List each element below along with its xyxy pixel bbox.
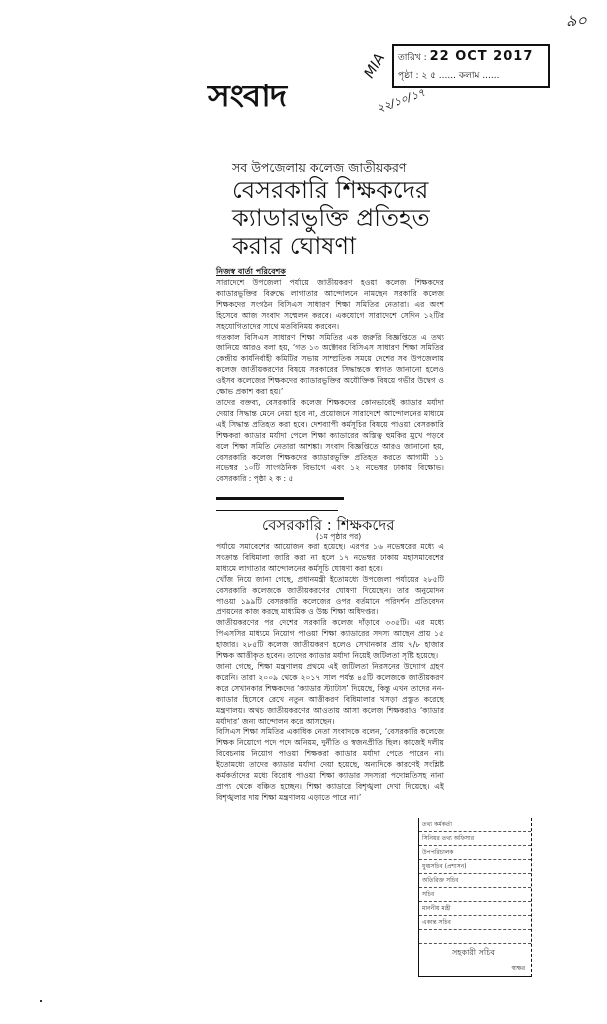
continuation-subtitle: (১ম পৃষ্ঠার পর) [316,532,362,541]
stamp-page: ২ ৫ [421,71,436,81]
handwritten-initials: MIA [361,50,389,82]
article-headline [232,176,522,260]
continuation-body [216,542,444,804]
form-row: মাননীয় মন্ত্রী [419,902,531,916]
form-row: সিনিয়র তথ্য অফিসার [419,832,531,846]
stamp-column-label: কলাম [458,71,480,81]
headline-line: করার ঘোষণা [232,232,357,260]
form-row [419,930,531,944]
paragraph: সারাদেশে উপজেলা পর্যায়ে জাতীয়করণ হওয়া কলেজ শিক্ষকদের ক্যাডারভুক্তির বিরুদ্ধে লাগাতার আন্দোলনে নামছেন সরকারি কলেজ শিক্ষকদের সংগঠন বিসিএস সাধারণ শিক্ষা সমিতির নেতারা। এর অংশ হিসেবে আজ সংবাদ সম্মেলন করবে। একযোগে সারাদেশে সেদিন ১২টির সহযোগিতাদের সাথে মতবিনিময় করবেন। [216,278,444,331]
paragraph: জানা গেছে, শিক্ষা মন্ত্রণালয় প্রথমে এই জটিলতা নিরসনের উদ্যোগ গ্রহণ করেনি। তারা ২০০৯ থেকে ২০১৭ সাল পর্যন্ত ৪৫টি কলেজকে জাতীয়করণ করে সেখানকার শিক্ষকদের ‘ক্যাডার স্ট্যাটাস’ দিয়েছে, কিন্তু এখন তাদের নন-ক্যাডার হিসেবে রেখে নতুন আত্তীকরণ বিধিমালার খসড়া প্রস্তুত করেছে মন্ত্রণালয়। অথচ জাতীয়করণের আওতায় আসা কলেজ শিক্ষকরাও ‘ক্যাডার মর্যাদার’ জন্য আন্দোলন করে আসছেন। [216,661,444,726]
newspaper-masthead: সংবাদ [208,79,286,114]
routing-form [418,818,532,977]
byline: নিজস্ব বার্তা পরিবেশক [216,267,286,276]
stamp-date-label: তারিখ [398,53,421,63]
article-body [216,278,444,485]
divider [216,497,344,500]
form-row: সচিব [419,888,531,902]
stamp-date: 22 OCT 2017 [429,49,534,64]
handwritten-page-number: ৯০ [566,11,587,30]
headline-line: বেসরকারি শিক্ষকদের [232,176,429,204]
date-stamp: তারিখ : 22 OCT 2017 পৃষ্ঠা : ২ ৫ ...... কলাম ...... [392,44,550,88]
form-row: একান্ত সচিব [419,916,531,930]
handwritten-date: ২২/১০/১৭ [374,85,427,116]
form-footer: স্বাক্ষর [511,965,525,972]
form-signature-label: সহকারী সচিব [452,948,495,957]
continuation-title: বেসরকারি : শিক্ষকদের [262,516,395,534]
paragraph: গতকাল বিসিএস সাধারণ শিক্ষা সমিতির এক জরুরি বিজ্ঞপ্তিতে এ তথ্য জানিয়ে আরও বলা হয়, ‘গত ১৩ অক্টোবর বিসিএস সাধারণ শিক্ষা সমিতির কেন্দ্রীয় কার্যনির্বাহী কমিটির সভায় সাম্প্রতিক সময়ে দেশের সব উপজেলায় কলেজ জাতীয়করণের বিষয়ে সরকারের সিদ্ধান্তকে স্বাগত জানানো হলেও ওইসব কলেজের শিক্ষকদের ক্যাডারভুক্তির অযৌক্তিক বিষয়ে গভীর উদ্বেগ ও ক্ষোভ প্রকাশ করা হয়।’ [216,332,444,397]
scan-speck [40,1000,42,1002]
form-row: উপপরিচালক [419,846,531,860]
stamp-page-label: পৃষ্ঠা [398,71,413,81]
headline-line: ক্যাডারভুক্তি প্রতিহত [232,204,430,232]
article-kicker: সব উপজেলায় কলেজ জাতীয়করণ [232,160,407,175]
paragraph: তাদের বক্তব্য, বেসরকারি কলেজ শিক্ষকদের কোনভাবেই ক্যাডার মর্যাদা দেয়ার সিদ্ধান্ত মেনে নেয়া হবে না, প্রয়োজনে সারাদেশে আন্দোলনের মাধ্যমে এই সিদ্ধান্ত প্রতিহত করা হবে। দেশব্যাপী কর্মসূচির বিষয়ে পাওয়া বেসরকারি শিক্ষকরা ক্যাডার মর্যাদা পেলে শিক্ষা ক্যাডারের অস্তিত্ব হুমকির মুখে পড়বে বলে শিক্ষা সমিতি নেতারা আশঙ্কা। সংবাদ বিজ্ঞপ্তিতে আরও জানানো হয়, বেসরকারি কলেজ শিক্ষকদের ক্যাডারভুক্তি প্রতিহত করতে আগামী ১১ নভেম্বর ১০টি সাংগঠনিক বিভাগে এবং ১২ নভেম্বর ঢাকায় বিক্ষোভ। বেসরকারি : পৃষ্ঠা ২ ক : ৫ [216,397,444,484]
paragraph: বিসিএস শিক্ষা সমিতির একাধিক নেতা সংবাদকে বলেন, ‘বেসরকারি কলেজে শিক্ষক নিয়োগে পদে পদে অনিয়ম, দুর্নীতি ও স্বজনপ্রীতি ছিল। কাজেই দলীয় বিবেচনায় নিয়োগ পাওয়া শিক্ষকরা ক্যাডার মর্যাদা পেতে পারেন না। ইতোমধ্যে তাদের ক্যাডার মর্যাদা দেয়া হয়েছে, অন্যদিকে কারণেই সংশ্লিষ্ট কর্মকর্তাদের মধ্যে বিরোধ পাওয়া শিক্ষা ক্যাডার সদস্যরা পদোন্নতিসহ নানা প্রাপ্য থেকে বঞ্চিত হচ্ছেন। শিক্ষা ক্যাডারে বিশৃঙ্খলা দেখা দিয়েছে। এই বিশৃঙ্খলার দায় শিক্ষা মন্ত্রণালয় এড়াতে পারে না।’ [216,727,444,802]
form-row: তথ্য কর্মকর্তা [419,818,531,832]
form-row: অতিরিক্ত সচিব [419,874,531,888]
paragraph: জাতীয়করণের পর দেশের সরকারি কলেজ দাঁড়াবে ৩৩৫টি। এর মধ্যে পিএসসির মাধ্যমে নিয়োগ পাওয়া শিক্ষা ক্যাডারের সদস্য আছেন প্রায় ১৫ হাজার। ২৮৫টি কলেজ জাতীয়করণ হলেও সেখানকার প্রায় ৭/৮ হাজার শিক্ষক আত্তীকৃত হবেন। তাদের ক্যাডার মর্যাদা নিয়েই জটিলতা সৃষ্টি হয়েছে। [216,618,444,661]
form-row: যুগ্মসচিব (প্রশাসন) [419,860,531,874]
paragraph: পর্যায়ে সমাবেশের আয়োজন করা হয়েছে। এরপর ১৬ নভেম্বরের মধ্যে এ সংক্রান্ত বিধিমালা জারি করা না হলে ১৭ নভেম্বর ঢাকায় মহাসমাবেশের মাধ্যমে লাগাতার আন্দোলনের কর্মসূচি ঘোষণা করা হবে। [216,542,444,573]
divider [216,510,338,511]
paragraph: খোঁজ নিয়ে জানা গেছে, প্রধানমন্ত্রী ইতোমধ্যে উপজেলা পর্যায়ের ২৮৫টি বেসরকারি কলেজকে জাতীয়করণের ঘোষণা দিয়েছেন। তার অনুমোদন পাওয়া ১৯৯টি বেসরকারি কলেজের ওপর বর্তমানে পরিদর্শন প্রতিবেদন প্রণয়নের কাজ করছে মাধ্যমিক ও উচ্চ শিক্ষা অধিদপ্তর। [216,574,444,617]
